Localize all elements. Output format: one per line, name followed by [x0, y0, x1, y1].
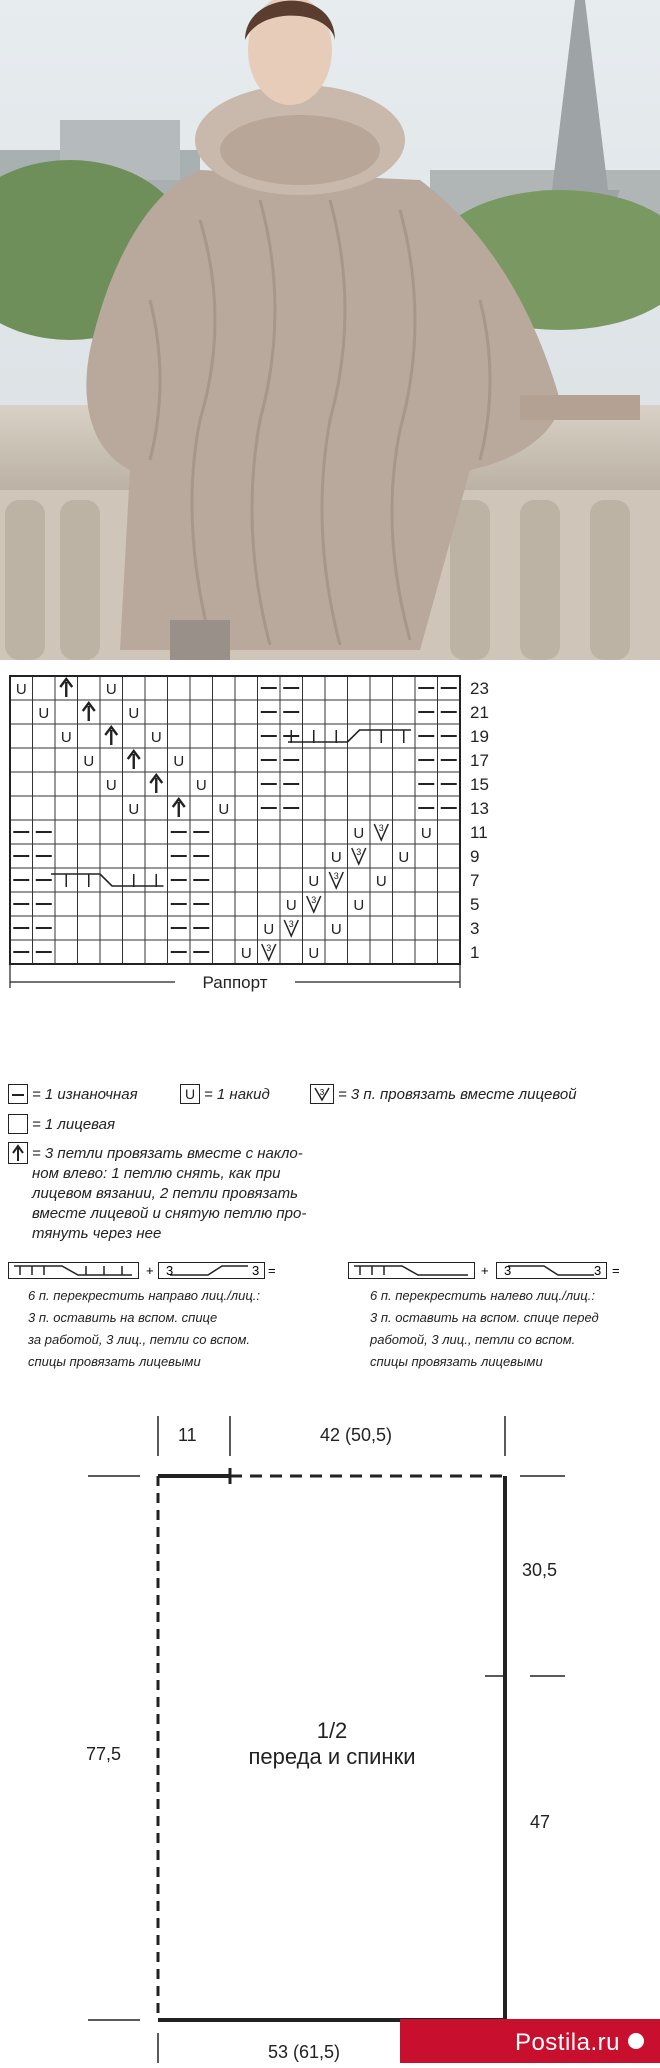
k3tog-num: 3: [288, 919, 294, 929]
yarn-over-mark: U: [195, 777, 207, 794]
yarn-over-mark: U: [60, 729, 72, 746]
photo-illustration: [0, 0, 660, 660]
chart-grid-svg: [0, 672, 660, 1062]
yarn-over-mark: U: [285, 897, 297, 914]
cable-right-symbol: [8, 1258, 278, 1284]
schema-title-2: переда и спинки: [248, 1744, 416, 1769]
row-number: 9: [470, 847, 480, 866]
sk2p-line-2: ном влево: 1 петлю снять, как при: [32, 1165, 281, 1182]
knit-symbol: [8, 1114, 28, 1134]
row-number: 13: [470, 799, 489, 818]
yarn-over-mark: U: [353, 897, 365, 914]
row-number: 7: [470, 871, 480, 890]
dim-top-left: 11: [178, 1425, 197, 1445]
row-number: 23: [470, 679, 489, 698]
k3tog-num: 3: [266, 943, 272, 953]
row-number: 21: [470, 703, 489, 722]
yarn-over-mark: U: [15, 681, 27, 698]
purl-label: = 1 изнаночная: [32, 1086, 138, 1103]
yarn-over-mark: U: [105, 681, 117, 698]
sk2p-line-3: лицевом вязании, 2 петли провязать: [32, 1185, 299, 1202]
cable-left-equals: =: [612, 1263, 620, 1278]
yarn-over-mark: U: [128, 801, 140, 818]
row-number: 19: [470, 727, 489, 746]
yarn-over-mark: U: [353, 825, 365, 842]
yarn-over-mark: U: [375, 873, 387, 890]
yarn-over-mark: U: [83, 753, 95, 770]
sk2p-mark: [60, 679, 72, 697]
cable-right-line-4: спицы провязать лицевыми: [28, 1354, 201, 1369]
row-number: 3: [470, 919, 480, 938]
schema-svg: [0, 1408, 660, 2063]
sk2p-mark: [150, 775, 162, 793]
sk2p-line-4: вместе лицевой и снятую петлю про-: [32, 1205, 307, 1222]
yarn-over-mark: U: [240, 945, 252, 962]
k3tog-label: = 3 п. провязать вместе лицевой: [338, 1086, 577, 1103]
yarn-over-mark: U: [398, 849, 410, 866]
k3tog-num: 3: [356, 847, 362, 857]
k3tog-num: 3: [378, 823, 384, 833]
yarn-over-mark: U: [150, 729, 162, 746]
cable-left-num-a: 3: [504, 1263, 512, 1278]
sk2p-line-5: тянуть через нее: [32, 1225, 162, 1242]
cable-right-line-2: 3 п. оставить на вспом. спице: [28, 1310, 218, 1325]
sk2p-mark: [83, 703, 95, 721]
yarn-over-mark: U: [420, 825, 432, 842]
sk2p-mark: [173, 799, 185, 817]
k3tog-num: 3: [311, 895, 317, 905]
yarn-over-mark: U: [38, 705, 50, 722]
yarn-over-mark: U: [173, 753, 185, 770]
k3tog-symbol: [310, 1084, 334, 1104]
cable-left-line-1: 6 п. перекрестить налево лиц./лиц.:: [370, 1288, 595, 1303]
dim-right-bottom: 47: [530, 1812, 551, 1832]
row-number: 17: [470, 751, 489, 770]
yarn-over-mark: U: [308, 945, 320, 962]
cable-right-num-b: 3: [252, 1263, 260, 1278]
pattern-schema: [0, 1408, 660, 2063]
yarn-over-mark: U: [330, 849, 342, 866]
cable-left-symbol: [348, 1258, 648, 1284]
schema-title-1: 1/2: [316, 1718, 348, 1743]
row-number: 1: [470, 943, 480, 962]
cable-right-mark: [51, 874, 164, 886]
svg-text:3: 3: [319, 1088, 325, 1097]
yarn-over-mark: U: [218, 801, 230, 818]
k3tog-num: 3: [333, 871, 339, 881]
cable-left-line-3: работой, 3 лиц., петли со вспом.: [370, 1332, 576, 1347]
knit-label: = 1 лицевая: [32, 1116, 116, 1133]
cable-right-num-a: 3: [166, 1263, 174, 1278]
cable-right-line-3: за работой, 3 лиц., петли со вспом.: [28, 1332, 250, 1347]
row-number: 11: [470, 823, 488, 842]
cable-left-plus: +: [481, 1263, 489, 1278]
dim-bottom: 53 (61,5): [268, 2042, 341, 2062]
knitting-chart: [0, 672, 660, 1062]
purl-symbol: [8, 1084, 28, 1104]
yarn-over-mark: U: [330, 921, 342, 938]
row-number: 5: [470, 895, 480, 914]
watermark-dot: [628, 2033, 644, 2049]
cable-left-line-2: 3 п. оставить на вспом. спице перед: [370, 1310, 599, 1325]
cable-left-num-b: 3: [594, 1263, 602, 1278]
yarn-over-mark: U: [105, 777, 117, 794]
row-number: 15: [470, 775, 489, 794]
yarn-over-symbol: U: [180, 1084, 200, 1104]
sk2p-line-1: = 3 петли провязать вместе с накло-: [32, 1145, 303, 1162]
yarn-over-mark: U: [263, 921, 275, 938]
chart-legend: [0, 1072, 660, 1408]
dim-right-top: 30,5: [522, 1560, 558, 1580]
cable-right-line-1: 6 п. перекрестить направо лиц./лиц.:: [28, 1288, 260, 1303]
watermark-text: Postila.ru: [514, 2029, 620, 2056]
sk2p-symbol: [8, 1142, 28, 1164]
cable-right-plus: +: [146, 1263, 154, 1278]
yarn-over-label: = 1 накид: [204, 1086, 270, 1103]
yarn-over-mark: U: [308, 873, 320, 890]
cable-right-equals: =: [268, 1263, 276, 1278]
dim-top-right: 42 (50,5): [320, 1425, 393, 1445]
cable-left-line-4: спицы провязать лицевыми: [370, 1354, 543, 1369]
model-photo: [0, 0, 660, 660]
sk2p-mark: [105, 727, 117, 745]
repeat-label: Раппорт: [202, 973, 268, 992]
yarn-over-mark: U: [128, 705, 140, 722]
dim-left: 77,5: [86, 1744, 122, 1764]
sk2p-mark: [128, 751, 140, 769]
